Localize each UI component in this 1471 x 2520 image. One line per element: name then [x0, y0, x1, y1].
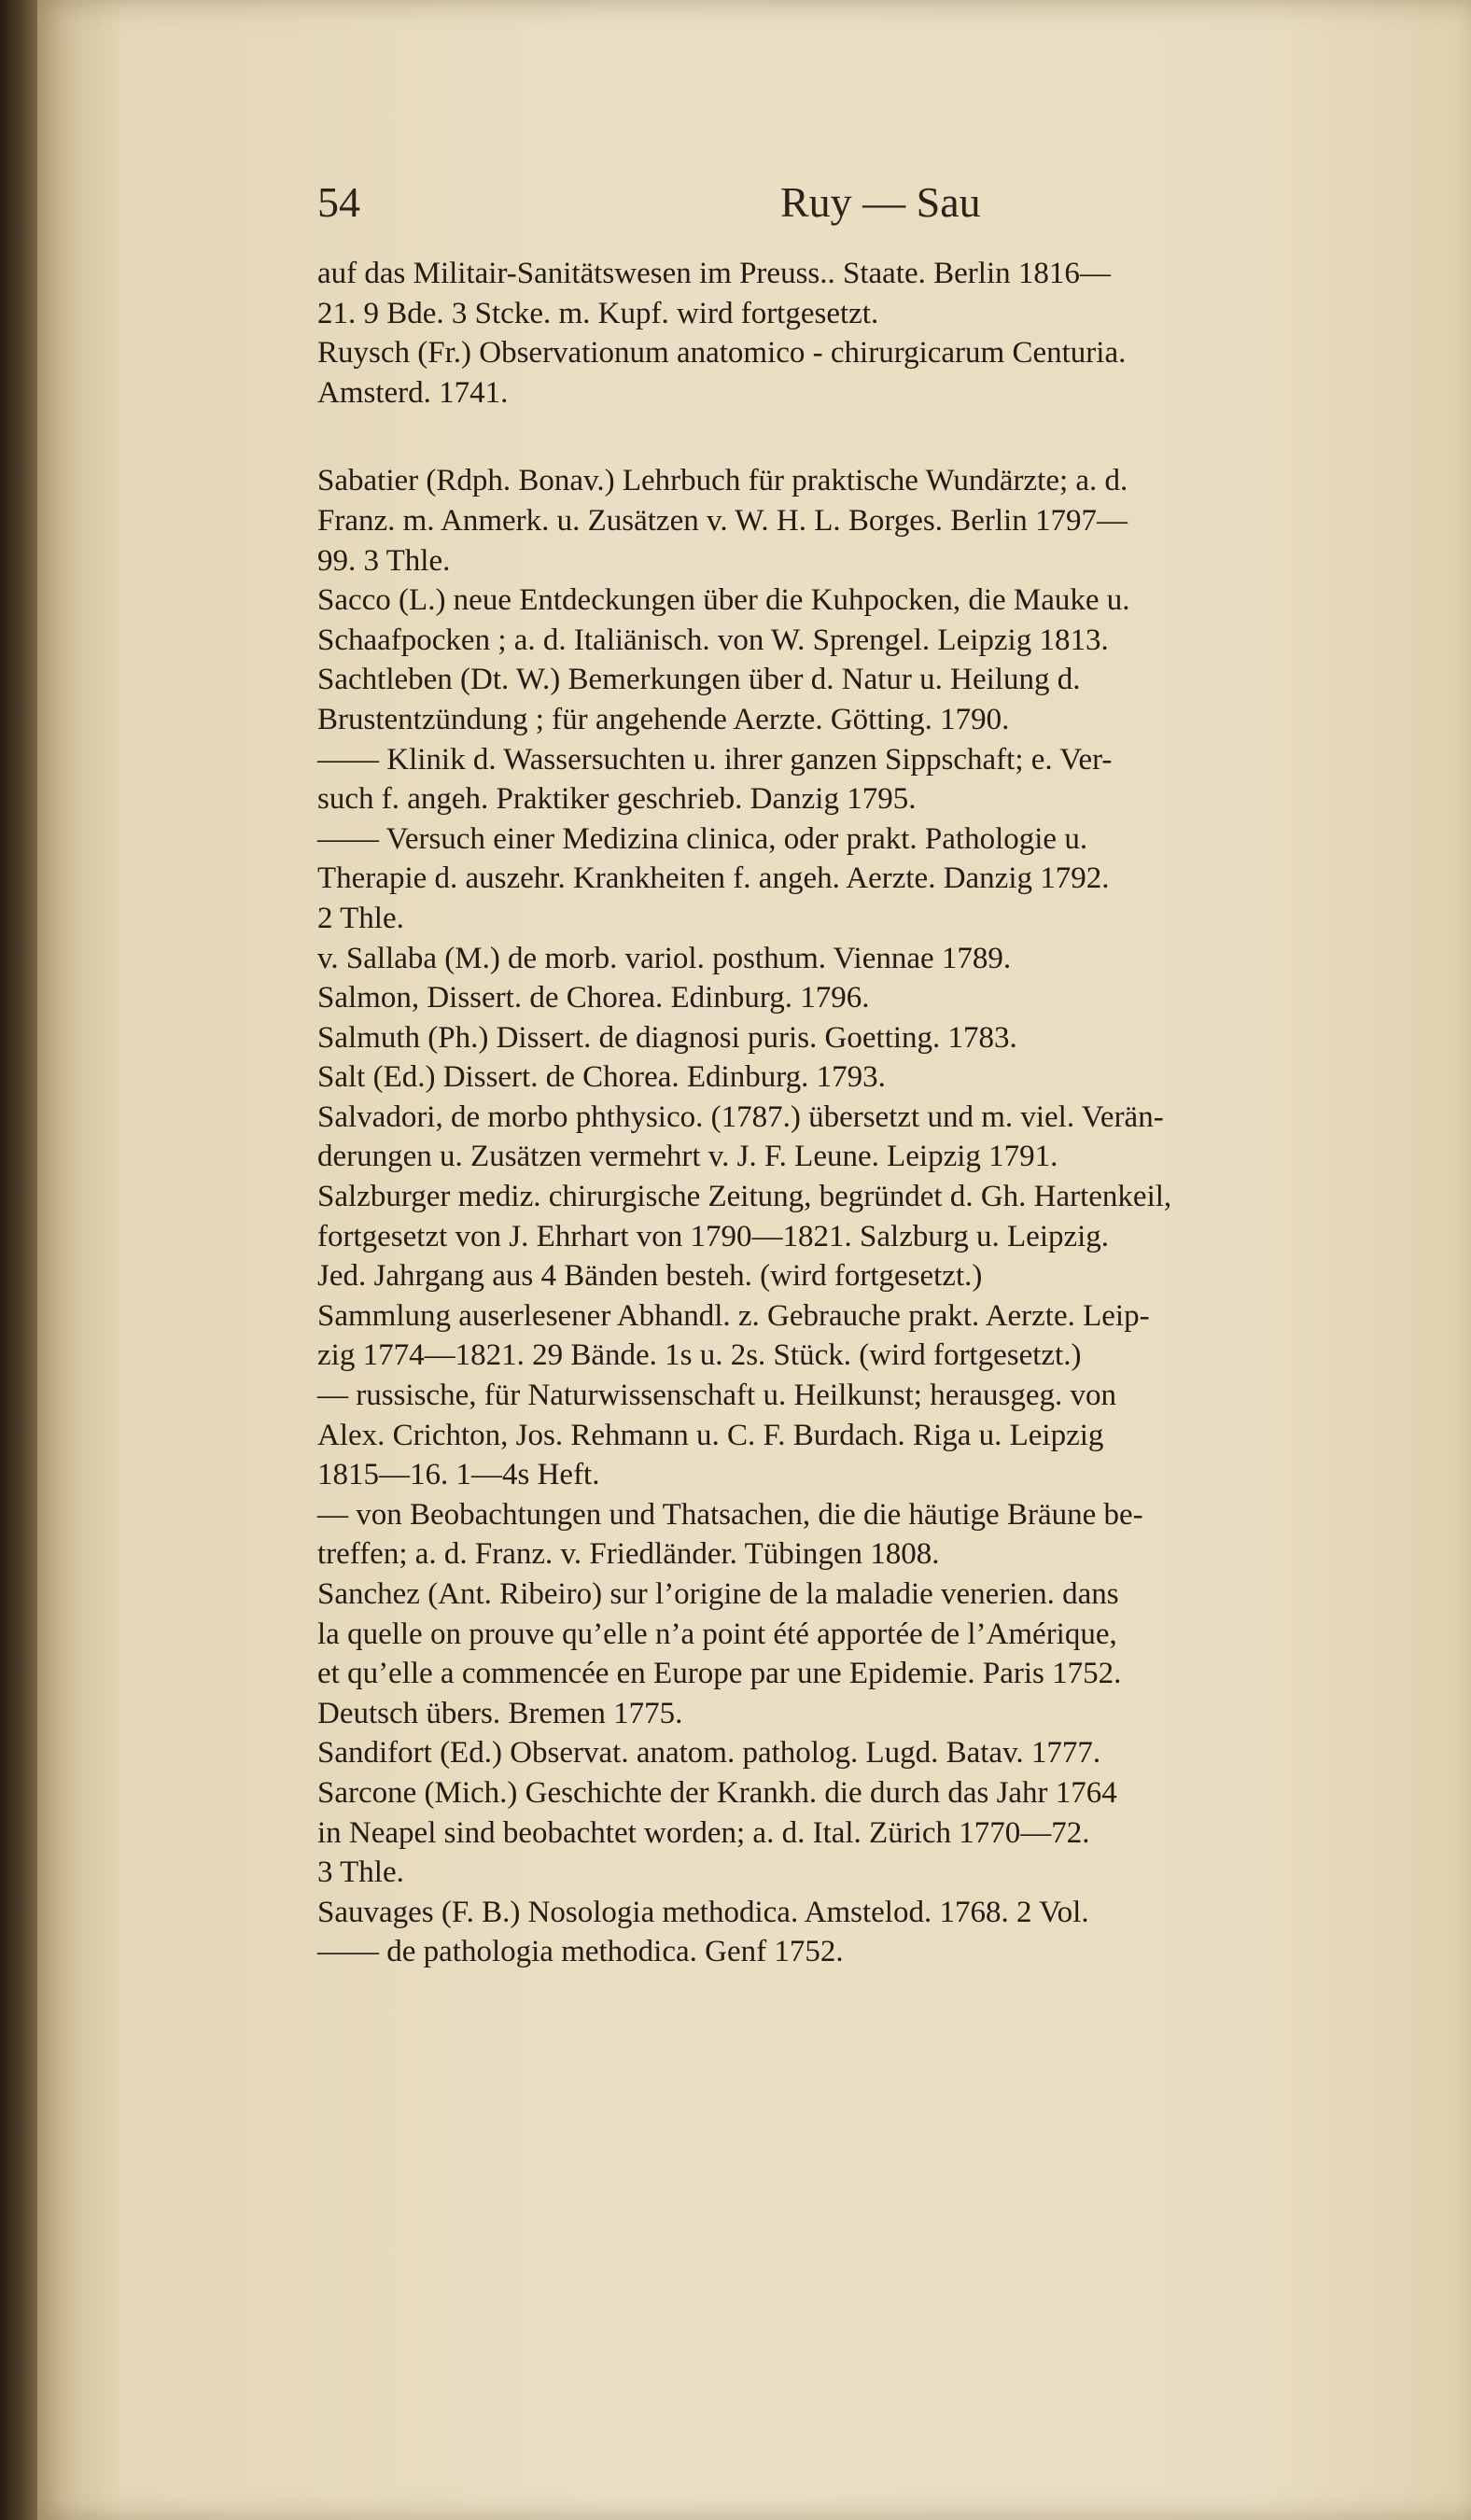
entry-line: Sarcone (Mich.) Geschichte der Krankh. die durch das Jahr 1764	[317, 1775, 1117, 1810]
entry-line: la quelle on prouve qu’elle n’a point été apportée de l’Amérique,	[317, 1617, 1117, 1651]
entry-line: Salzburger mediz. chirurgische Zeitung, begründet d. Gh. Hartenkeil,	[317, 1180, 1172, 1214]
entry-line: Franz. m. Anmerk. u. Zusätzen v. W. H. L. Borges. Berlin 1797—	[317, 503, 1128, 538]
entry-line: fortgesetzt von J. Ehrhart von 1790—1821. Salzburg u. Leipzig.	[317, 1219, 1110, 1253]
entry-line: Sachtleben (Dt. W.) Bemerkungen über d. Natur u. Heilung d.	[317, 663, 1081, 697]
bibliography-entry	[317, 1893, 1447, 1933]
entry-line: Sabatier (Rdph. Bonav.) Lehrbuch für praktische Wundärzte; a. d.	[317, 464, 1128, 498]
entry-line: Ruysch (Fr.) Observationum anatomico - chirurgicarum Centuria.	[317, 336, 1127, 371]
entry-line: — von Beobachtungen und Thatsachen, die die häutige Bräune be-	[317, 1497, 1143, 1532]
entry-line: Schaafpocken ; a. d. Italiänisch. von W. Sprengel. Leipzig 1813.	[317, 623, 1109, 657]
bibliography-list	[317, 254, 1447, 1972]
bibliography-entry	[317, 1057, 1447, 1098]
bibliography-entry	[317, 254, 1447, 333]
entry-line: Deutsch übers. Bremen 1775.	[317, 1696, 683, 1730]
entry-line: —— Klinik d. Wassersuchten u. ihrer ganzen Sippschaft; e. Ver-	[317, 742, 1113, 777]
bibliography-entry	[317, 660, 1447, 739]
running-title: Ruy — Sau	[780, 178, 981, 226]
entry-line: 1815—16. 1—4s Heft.	[317, 1458, 600, 1492]
bibliography-entry	[317, 1098, 1447, 1177]
entry-line: — russische, für Naturwissenschaft u. Heilkunst; herausgeg. von	[317, 1379, 1116, 1413]
entry-line: Sanchez (Ant. Ribeiro) sur l’origine de la maladie venerien. dans	[317, 1577, 1119, 1611]
bibliography-entry	[317, 740, 1447, 819]
entry-line: Brustentzündung ; für angehende Aerzte. Götting. 1790.	[317, 702, 1010, 736]
entry-line: et qu’elle a commencée en Europe par une Epidemie. Paris 1752.	[317, 1657, 1122, 1691]
entry-line: Amsterd. 1741.	[317, 375, 509, 410]
bibliography-entry	[317, 819, 1447, 939]
bibliography-entry	[317, 1376, 1447, 1495]
book-page	[37, 0, 1471, 2520]
page-header	[37, 177, 1471, 243]
entry-line: Salmon, Dissert. de Chorea. Edinburg. 1796.	[317, 981, 870, 1015]
entry-line: v. Sallaba (M.) de morb. variol. posthum. Viennae 1789.	[317, 941, 1012, 975]
entry-line: —— de pathologia methodica. Genf 1752.	[317, 1935, 844, 1969]
entry-line: 3 Thle.	[317, 1855, 404, 1890]
entry-line: Salt (Ed.) Dissert. de Chorea. Edinburg. 1793.	[317, 1060, 886, 1095]
bibliography-entry	[317, 1495, 1447, 1575]
bibliography-entry	[317, 581, 1447, 660]
bibliography-entry	[317, 333, 1447, 413]
bibliography-entry	[317, 1773, 1447, 1893]
bibliography-entry	[317, 978, 1447, 1018]
entry-line: such f. angeh. Praktiker geschrieb. Danzig 1795.	[317, 782, 917, 817]
entry-line: 21. 9 Bde. 3 Stcke. m. Kupf. wird fortgesetzt.	[317, 296, 879, 330]
entry-line: Alex. Crichton, Jos. Rehmann u. C. F. Burdach. Riga u. Leipzig	[317, 1418, 1104, 1452]
entry-line: Jed. Jahrgang aus 4 Bänden besteh. (wird fortgesetzt.)	[317, 1259, 983, 1294]
bibliography-entry	[317, 1177, 1447, 1296]
entry-line: derungen u. Zusätzen vermehrt v. J. F. Leune. Leipzig 1791.	[317, 1140, 1058, 1174]
entry-line: Therapie d. auszehr. Krankheiten f. angeh. Aerzte. Danzig 1792.	[317, 861, 1110, 896]
bibliography-entry	[317, 1296, 1447, 1376]
entry-line: 2 Thle.	[317, 901, 404, 935]
entry-line: Sandifort (Ed.) Observat. anatom. patholog. Lugd. Batav. 1777.	[317, 1736, 1101, 1771]
entry-line: Sauvages (F. B.) Nosologia methodica. Amstelod. 1768. 2 Vol.	[317, 1895, 1089, 1929]
bibliography-entry	[317, 1932, 1447, 1972]
entry-line: treffen; a. d. Franz. v. Friedländer. Tübingen 1808.	[317, 1537, 940, 1572]
entry-line: Salvadori, de morbo phthysico. (1787.) übersetzt und m. viel. Verän-	[317, 1099, 1164, 1134]
bibliography-entry	[317, 939, 1447, 979]
entry-line: auf das Militair-Sanitätswesen im Preuss.. Staate. Berlin 1816—	[317, 257, 1111, 290]
bibliography-entry	[317, 1018, 1447, 1058]
entry-line: Sacco (L.) neue Entdeckungen über die Kuhpocken, die Mauke u.	[317, 583, 1130, 618]
entry-line: Sammlung auserlesener Abhandl. z. Gebrauche prakt. Aerzte. Leip-	[317, 1298, 1150, 1333]
bibliography-entry	[317, 461, 1447, 581]
entry-line: —— Versuch einer Medizina clinica, oder prakt. Pathologie u.	[317, 821, 1088, 856]
bibliography-entry	[317, 1575, 1447, 1733]
entry-line: 99. 3 Thle.	[317, 543, 451, 578]
section-gap	[317, 413, 1447, 461]
entry-line: Salmuth (Ph.) Dissert. de diagnosi puris. Goetting. 1783.	[317, 1020, 1017, 1055]
bibliography-entry	[317, 1733, 1447, 1773]
page-number: 54	[317, 178, 360, 226]
entry-line: zig 1774—1821. 29 Bände. 1s u. 2s. Stück. (wird fortgesetzt.)	[317, 1338, 1082, 1373]
entry-line: in Neapel sind beobachtet worden; a. d. Ital. Zürich 1770—72.	[317, 1815, 1090, 1850]
